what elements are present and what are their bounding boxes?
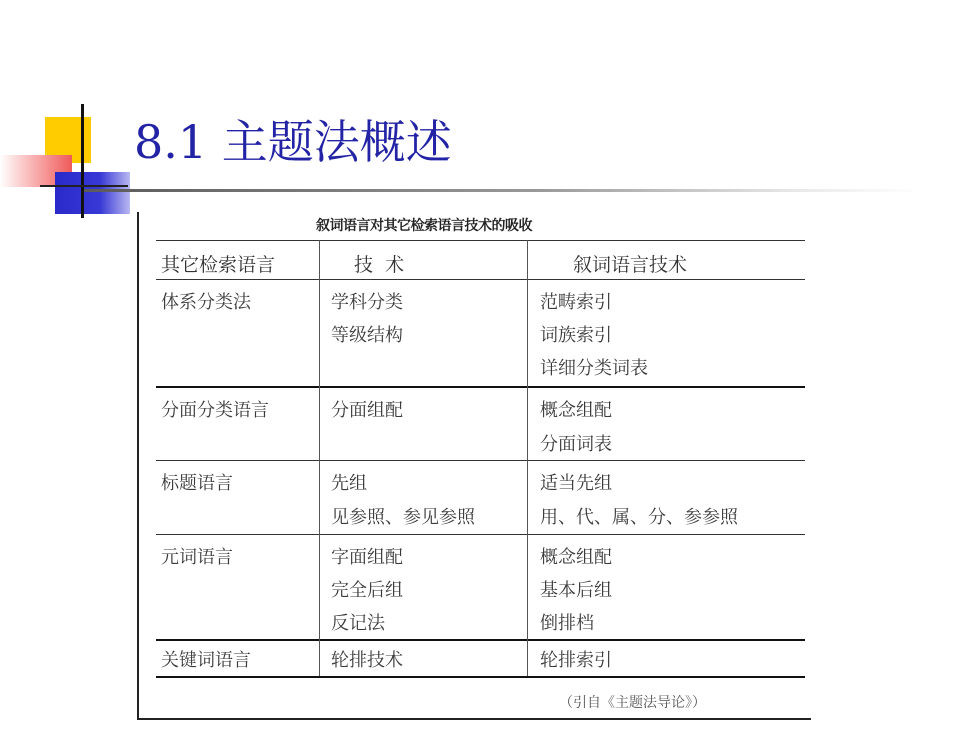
row-descriptor: 基本后组 [540,580,612,601]
row-technique: 等级结构 [331,325,403,346]
table-row-divider [156,534,805,535]
comparison-table-image [137,212,811,720]
row-language: 体系分类法 [161,292,251,313]
row-descriptor: 适当先组 [540,473,612,494]
row-technique: 分面组配 [331,400,403,421]
table-row-divider [156,639,805,641]
row-technique: 字面组配 [331,547,403,568]
row-descriptor: 详细分类词表 [540,358,648,379]
row-technique: 反记法 [331,613,385,634]
row-language: 标题语言 [161,473,233,494]
header-descriptor-technique: 叙词语言技术 [573,254,688,276]
table-source-note: （引自《主题法导论》） [559,695,706,711]
table-column-divider [319,240,320,676]
header-technique: 技 术 [354,254,405,276]
table-caption: 叙词语言对其它检索语言技术的吸收 [316,218,532,234]
row-technique: 学科分类 [331,292,403,313]
row-descriptor: 分面词表 [540,434,612,455]
title-decoration-blue-block [55,172,130,214]
table-row-divider [156,460,805,461]
title-decoration-vertical-line [81,104,84,218]
slide-title: 8.1 主题法概述 [134,115,452,169]
table-row-divider [156,386,805,388]
row-descriptor: 轮排索引 [540,650,612,671]
title-decoration-horizontal-line [40,185,128,187]
row-language: 分面分类语言 [161,400,269,421]
row-descriptor: 概念组配 [540,400,612,421]
header-other-language: 其它检索语言 [161,254,276,276]
row-descriptor: 词族索引 [540,325,612,346]
row-language: 元词语言 [161,547,233,568]
row-descriptor: 概念组配 [540,547,612,568]
row-technique: 完全后组 [331,580,403,601]
row-technique: 见参照、参见参照 [331,507,475,528]
table-top-rule [156,240,805,241]
row-technique: 先组 [331,473,367,494]
table-bottom-rule [156,676,805,678]
row-descriptor: 倒排档 [540,613,594,634]
row-language: 关键词语言 [161,650,251,671]
table-column-divider [527,240,528,676]
title-underline-rule [84,189,920,192]
row-descriptor: 用、代、属、分、参参照 [540,507,738,528]
row-technique: 轮排技术 [331,650,403,671]
row-descriptor: 范畴索引 [540,292,612,313]
table-header-rule [156,279,805,280]
